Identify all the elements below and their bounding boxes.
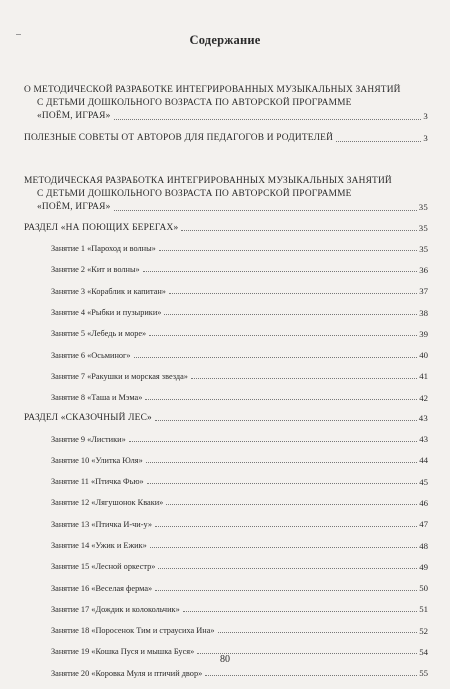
dot-leader	[155, 526, 417, 527]
dot-leader	[183, 611, 417, 612]
lesson-title: Занятие 10 «Улитка Юля»	[51, 455, 143, 465]
toc-lesson	[24, 514, 428, 535]
lesson-title: Занятие 3 «Кораблик и капитан»	[51, 286, 166, 296]
page-number: 49	[419, 561, 428, 572]
toc-lesson	[24, 535, 428, 556]
toc-entry-methodology	[24, 175, 428, 214]
dot-leader	[164, 314, 417, 315]
page-number: 3	[423, 133, 428, 143]
dot-leader	[159, 250, 417, 251]
toc-lesson	[24, 366, 428, 387]
section-title: РАЗДЕЛ «НА ПОЮЩИХ БЕРЕГАХ»	[24, 223, 179, 233]
toc-lesson	[24, 620, 428, 641]
lesson-title: Занятие 19 «Кошка Пуся и мышка Буся»	[51, 647, 195, 657]
lesson-title: Занятие 2 «Кит и волны»	[51, 265, 140, 275]
lesson-title: Занятие 7 «Ракушки и морская звезда»	[51, 371, 188, 381]
toc-entry-line: С ДЕТЬМИ ДОШКОЛЬНОГО ВОЗРАСТА ПО АВТОРСКОЙ ПРОГРАММЕ	[37, 98, 352, 108]
page-number: 48	[419, 540, 428, 551]
toc-entry-text: ПОЛЕЗНЫЕ СОВЕТЫ ОТ АВТОРОВ ДЛЯ ПЕДАГОГОВ И РОДИТЕЛЕЙ	[24, 133, 334, 143]
dot-leader	[149, 335, 417, 336]
page-number: 37	[419, 286, 428, 297]
toc-lesson	[24, 663, 428, 684]
page-number: 35	[419, 243, 428, 254]
lesson-title: Занятие 18 «Поросенок Тим и страусиха Ина»	[51, 626, 215, 636]
toc-section-fairy-forest	[24, 408, 428, 428]
lesson-title: Занятие 20 «Коровка Муля и птичий двор»	[51, 668, 203, 678]
dot-leader	[205, 675, 417, 676]
page-number: 51	[419, 604, 428, 615]
page-number: 38	[419, 307, 428, 318]
page-title: Содержание	[189, 33, 261, 47]
page-number: 42	[419, 392, 428, 403]
dot-leader	[191, 378, 417, 379]
lesson-title: Занятие 13 «Птичка И-чи-у»	[51, 519, 152, 529]
page-number: 52	[419, 625, 428, 636]
toc-lesson	[24, 323, 428, 344]
toc-entry-line: «ПОЁМ, ИГРАЯ»	[37, 111, 111, 121]
dot-leader	[129, 441, 417, 442]
dot-leader	[166, 504, 417, 505]
toc-lesson	[24, 577, 428, 598]
dot-leader	[169, 293, 417, 294]
lesson-title: Занятие 11 «Птичка Фью»	[51, 477, 144, 487]
toc-lesson	[24, 344, 428, 365]
toc-entry-line: О МЕТОДИЧЕСКОЙ РАЗРАБОТКЕ ИНТЕГРИРОВАННЫХ МУЗЫКАЛЬНЫХ ЗАНЯТИЙ	[24, 85, 401, 95]
toc-lesson	[24, 556, 428, 577]
dot-leader	[114, 119, 422, 120]
lesson-title: Занятие 17 «Дождик и колокольчик»	[51, 604, 180, 614]
lesson-title: Занятие 4 «Рыбки и пузырики»	[51, 308, 162, 318]
page-number: 35	[418, 202, 428, 212]
lesson-title: Занятие 12 «Лягушонок Кваки»	[51, 498, 164, 508]
dot-leader	[155, 590, 417, 591]
page-number: 44	[419, 455, 428, 466]
table-of-contents	[24, 84, 428, 684]
page-number: 54	[419, 646, 428, 657]
toc-lesson	[24, 599, 428, 620]
lesson-title: Занятие 5 «Лебедь и море»	[51, 329, 147, 339]
dot-leader	[134, 357, 418, 358]
lesson-title: Занятие 9 «Листики»	[51, 434, 126, 444]
dot-leader	[155, 420, 417, 421]
lesson-title: Занятие 14 «Ужик и Ежик»	[51, 541, 147, 550]
toc-entry-line: МЕТОДИЧЕСКАЯ РАЗРАБОТКА ИНТЕГРИРОВАННЫХ МУЗЫКАЛЬНЫХ ЗАНЯТИЙ	[24, 176, 392, 186]
toc-entry-line: С ДЕТЬМИ ДОШКОЛЬНОГО ВОЗРАСТА ПО АВТОРСКОЙ ПРОГРАММЕ	[37, 189, 352, 199]
lesson-title: Занятие 8 «Таша и Мэма»	[51, 393, 143, 403]
page-number: 55	[419, 668, 428, 679]
toc-lesson	[24, 387, 428, 408]
toc-lesson	[24, 450, 428, 471]
toc-entry-line: «ПОЁМ, ИГРАЯ»	[37, 202, 111, 212]
folio-page-number: 80	[220, 654, 230, 665]
toc-section-singing-shores	[24, 218, 428, 238]
lesson-title: Занятие 1 «Пароход и волны»	[51, 244, 156, 254]
page-number: 39	[419, 328, 428, 339]
toc-lesson	[24, 492, 428, 513]
page-number: 43	[419, 434, 428, 445]
toc-lesson	[24, 302, 428, 323]
lesson-title: Занятие 16 «Веселая ферма»	[51, 583, 153, 593]
dot-leader	[150, 547, 417, 548]
lesson-title: Занятие 15 «Лесной оркестр»	[51, 562, 156, 572]
dot-leader	[147, 483, 417, 484]
toc-lesson	[24, 281, 428, 302]
page-number: 46	[419, 497, 428, 508]
toc-lesson	[24, 259, 428, 280]
page-number: 36	[419, 264, 428, 275]
dot-leader	[114, 210, 417, 211]
dot-leader	[181, 230, 416, 231]
page-number: 50	[419, 583, 428, 594]
page-number: 35	[418, 223, 428, 233]
toc-lesson	[24, 428, 428, 449]
dot-leader	[143, 271, 418, 272]
toc-lesson	[24, 238, 428, 259]
page-number: 45	[419, 476, 428, 487]
dot-leader	[218, 632, 418, 633]
page-number: 3	[423, 111, 428, 121]
dot-leader	[158, 568, 417, 569]
dot-leader	[336, 141, 421, 142]
section-title: РАЗДЕЛ «СКАЗОЧНЫЙ ЛЕС»	[24, 413, 152, 424]
lesson-title: Занятие 6 «Осьминог»	[51, 350, 131, 360]
page-number: 40	[419, 350, 428, 361]
dot-leader	[146, 462, 417, 463]
page-number: 41	[419, 371, 428, 382]
toc-lesson	[24, 471, 428, 492]
dot-leader	[145, 399, 417, 400]
page-number: 43	[418, 413, 428, 424]
page-number: 47	[419, 519, 428, 530]
toc-entry-about	[24, 84, 428, 123]
toc-entry-advice	[24, 132, 428, 145]
